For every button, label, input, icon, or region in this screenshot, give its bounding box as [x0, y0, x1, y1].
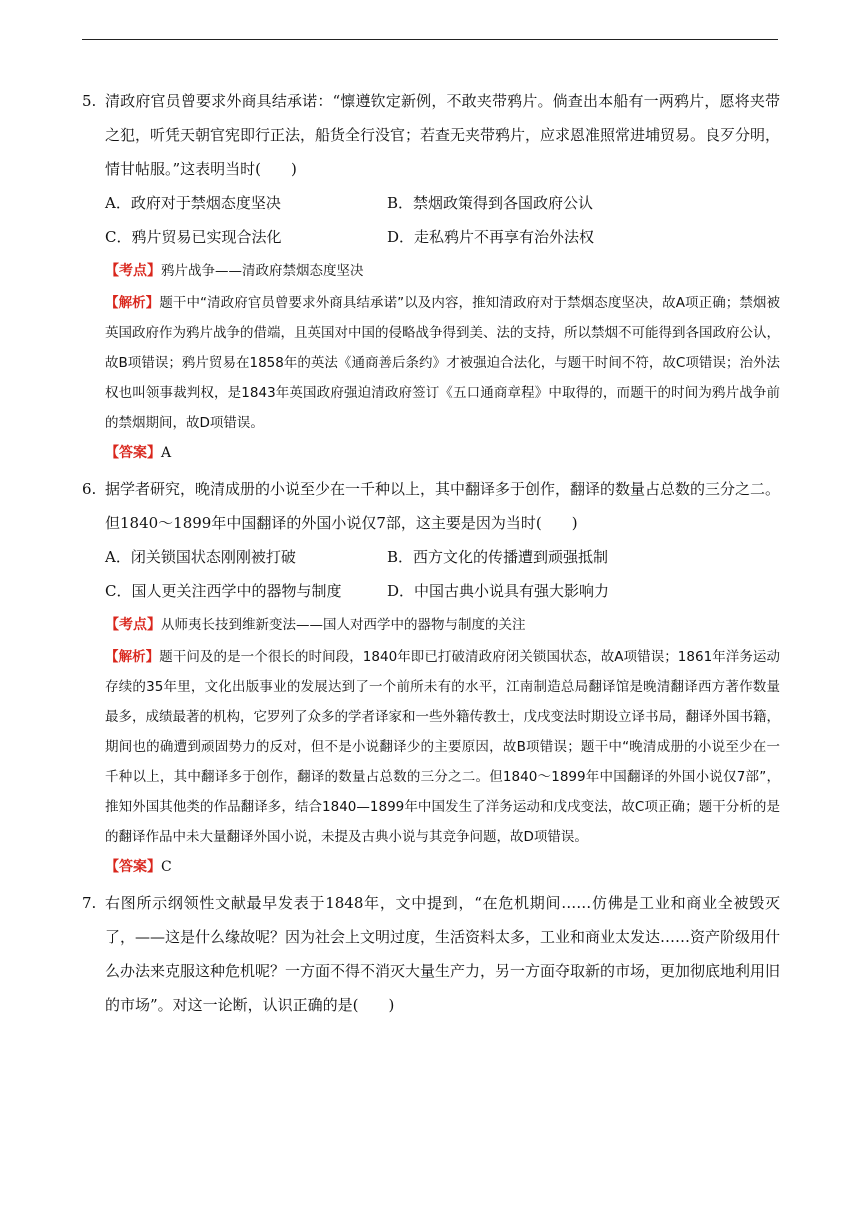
question-stem: 据学者研究，晚清成册的小说至少在一千种以上，其中翻译多于创作，翻译的数量占总数的三分之二。但1840～1899年中国翻译的外国小说仅7部，这主要是因为当时( )	[105, 480, 781, 532]
option-d: D．中国古典小说具有强大影响力	[387, 582, 610, 600]
answer-value: A	[161, 445, 172, 461]
option-b: B．西方文化的传播遭到顽强抵制	[387, 548, 609, 566]
exam-page	[82, 84, 780, 1022]
option-d: D．走私鸦片不再享有治外法权	[387, 228, 595, 246]
answer	[82, 438, 780, 468]
option-c: C．国人更关注西学中的器物与制度	[105, 582, 342, 600]
header-rule	[82, 39, 778, 40]
option-c: C．鸦片贸易已实现合法化	[105, 228, 282, 246]
options	[82, 186, 780, 254]
jiexi	[82, 642, 780, 852]
answer-label: 【答案】	[105, 445, 161, 461]
question-stem: 右图所示纲领性文献最早发表于1848年，文中提到，“在危机期间……仿佛是工业和商业全被毁灭了，——这是什么缘故呢？因为社会上文明过度，生活资料太多，工业和商业太发达……资产阶级用什么办法来克服这种危机呢？一方面不得不消灭大量生产力，另一方面夺取新的市场，更加彻底地利用旧的市场”。对这一论断，认识正确的是( )	[105, 894, 781, 1014]
question-number: 6.	[82, 480, 97, 498]
jiexi	[82, 288, 780, 438]
question-6	[82, 472, 780, 882]
option-b: B．禁烟政策得到各国政府公认	[387, 194, 594, 212]
options	[82, 540, 780, 608]
kaodian	[82, 610, 780, 640]
answer-label: 【答案】	[105, 859, 161, 875]
jiexi-label: 【解析】	[105, 649, 160, 665]
question-stem: 清政府官员曾要求外商具结承诺：“懔遵钦定新例，不敢夹带鸦片。倘查出本船有一两鸦片，愿将夹带之犯，听凭天朝官宪即行正法，船货全行没官；若查无夹带鸦片，应求恩准照常进埔贸易。良歹分明，情甘帖服。”这表明当时( )	[105, 92, 781, 178]
jiexi-label: 【解析】	[105, 295, 160, 311]
question-number: 7.	[82, 894, 97, 912]
kaodian-text: 从师夷长技到维新变法——国人对西学中的器物与制度的关注	[161, 617, 526, 633]
kaodian-label: 【考点】	[105, 263, 161, 279]
kaodian-label: 【考点】	[105, 617, 161, 633]
option-a: A．闭关锁国状态刚刚被打破	[105, 548, 296, 566]
question-number: 5.	[82, 92, 97, 110]
kaodian-text: 鸦片战争——清政府禁烟态度坚决	[161, 263, 364, 279]
question-5	[82, 84, 780, 468]
answer-value: C	[161, 859, 172, 875]
question-7	[82, 886, 780, 1022]
kaodian	[82, 256, 780, 286]
option-a: A．政府对于禁烟态度坚决	[105, 194, 281, 212]
answer	[82, 852, 780, 882]
jiexi-text: 题干中“清政府官员曾要求外商具结承诺”以及内容，推知清政府对于禁烟态度坚决，故A项正确；禁烟被英国政府作为鸦片战争的借端，且英国对中国的侵略战争得到美、法的支持，所以禁烟不可能得到各国政府公认，故B项错误；鸦片贸易在1858年的英法《通商善后条约》才被强迫合法化，与题干时间不符，故C项错误；治外法权也叫领事裁判权，是1843年英国政府强迫清政府签订《五口通商章程》中取得的，而题干的时间为鸦片战争前的禁烟期间，故D项错误。	[105, 295, 780, 431]
jiexi-text: 题干问及的是一个很长的时间段，1840年即已打破清政府闭关锁国状态，故A项错误；1861年洋务运动存续的35年里，文化出版事业的发展达到了一个前所未有的水平，江南制造总局翻译馆是晚清翻译西方著作数量最多，成绩最著的机构，它罗列了众多的学者译家和一些外籍传教士，戊戌变法时期设立译书局，翻译外国书籍，期间也的确遭到顽固势力的反对，但不是小说翻译少的主要原因，故B项错误；题干中“晚清成册的小说至少在一千种以上，其中翻译多于创作，翻译的数量占总数的三分之二。但1840～1899年中国翻译的外国小说仅7部”，推知外国其他类的作品翻译多，结合1840—1899年中国发生了洋务运动和戊戌变法，故C项正确；题干分析的是的翻译作品中未大量翻译外国小说，未提及古典小说与其竞争问题，故D项错误。	[105, 649, 781, 845]
